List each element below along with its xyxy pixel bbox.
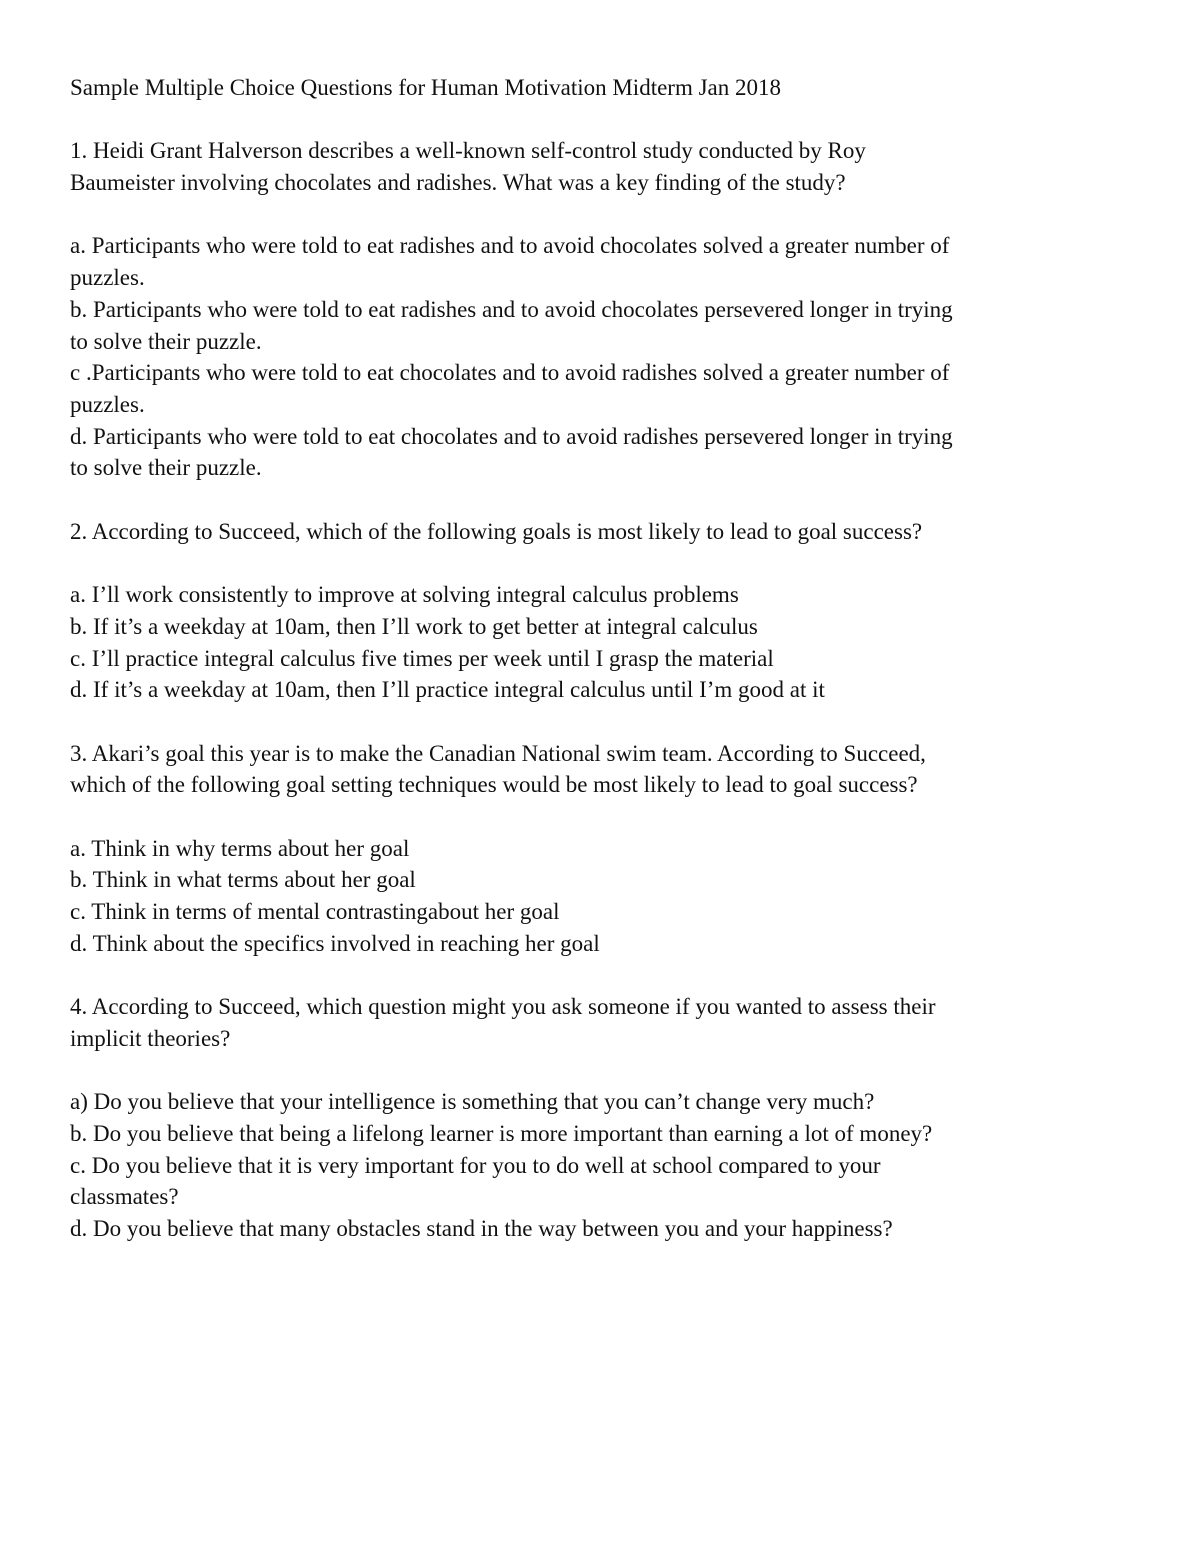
answer-option-a: a. I’ll work consistently to improve at solving integral calculus problems <box>70 582 739 608</box>
answer-option-b-continued: to solve their puzzle. <box>70 328 262 354</box>
document-page <box>70 72 1135 1245</box>
spacer <box>70 199 1135 231</box>
question-stem-line: 4. According to Succeed, which question might you ask someone if you wanted to assess their <box>70 994 936 1020</box>
spacer <box>70 960 1135 992</box>
spacer <box>70 706 1135 738</box>
question-3 <box>70 738 1135 960</box>
question-4 <box>70 991 1135 1245</box>
answer-option-b: b. Participants who were told to eat radishes and to avoid chocolates persevered longer in trying <box>70 296 953 322</box>
spacer <box>70 1055 1135 1087</box>
answer-option-a-continued: puzzles. <box>70 265 145 291</box>
question-stem-line: Baumeister involving chocolates and radishes. What was a key finding of the study? <box>70 170 846 196</box>
answer-option-c: c. I’ll practice integral calculus five times per week until I grasp the material <box>70 645 774 671</box>
answer-option-b: b. Do you believe that being a lifelong learner is more important than earning a lot of money? <box>70 1121 933 1147</box>
answer-option-d: d. Think about the specifics involved in reaching her goal <box>70 930 600 956</box>
question-2 <box>70 516 1135 706</box>
spacer <box>70 104 1135 136</box>
answer-option-a: a. Participants who were told to eat radishes and to avoid chocolates solved a greater number of <box>70 233 950 259</box>
question-stem-line: implicit theories? <box>70 1025 231 1051</box>
answer-option-d: d. If it’s a weekday at 10am, then I’ll practice integral calculus until I’m good at it <box>70 677 825 703</box>
answer-option-a: a) Do you believe that your intelligence is something that you can’t change very much? <box>70 1089 875 1115</box>
answer-option-d: d. Participants who were told to eat chocolates and to avoid radishes persevered longer in trying <box>70 423 953 449</box>
question-stem-line: 3. Akari’s goal this year is to make the Canadian National swim team. According to Succeed, <box>70 740 926 766</box>
answer-option-d-continued: to solve their puzzle. <box>70 455 262 481</box>
question-stem-line: 1. Heidi Grant Halverson describes a well-known self-control study conducted by Roy <box>70 138 866 164</box>
answer-option-d: d. Do you believe that many obstacles stand in the way between you and your happiness? <box>70 1216 893 1242</box>
answer-option-c: c .Participants who were told to eat chocolates and to avoid radishes solved a greater number of <box>70 360 950 386</box>
spacer <box>70 548 1135 580</box>
answer-option-c: c. Do you believe that it is very important for you to do well at school compared to your <box>70 1152 881 1178</box>
question-stem-line: 2. According to Succeed, which of the following goals is most likely to lead to goal success? <box>70 518 923 544</box>
answer-option-c-continued: classmates? <box>70 1184 179 1210</box>
document-title: Sample Multiple Choice Questions for Human Motivation Midterm Jan 2018 <box>70 75 782 100</box>
question-stem-line: which of the following goal setting techniques would be most likely to lead to goal success? <box>70 772 918 798</box>
answer-option-c-continued: puzzles. <box>70 392 145 417</box>
answer-option-c: c. Think in terms of mental contrastingabout her goal <box>70 899 560 925</box>
answer-option-a: a. Think in why terms about her goal <box>70 835 410 861</box>
answer-option-b: b. If it’s a weekday at 10am, then I’ll work to get better at integral calculus <box>70 613 758 639</box>
spacer <box>70 484 1135 516</box>
answer-option-b: b. Think in what terms about her goal <box>70 867 416 893</box>
spacer <box>70 801 1135 833</box>
question-1 <box>70 135 1135 484</box>
